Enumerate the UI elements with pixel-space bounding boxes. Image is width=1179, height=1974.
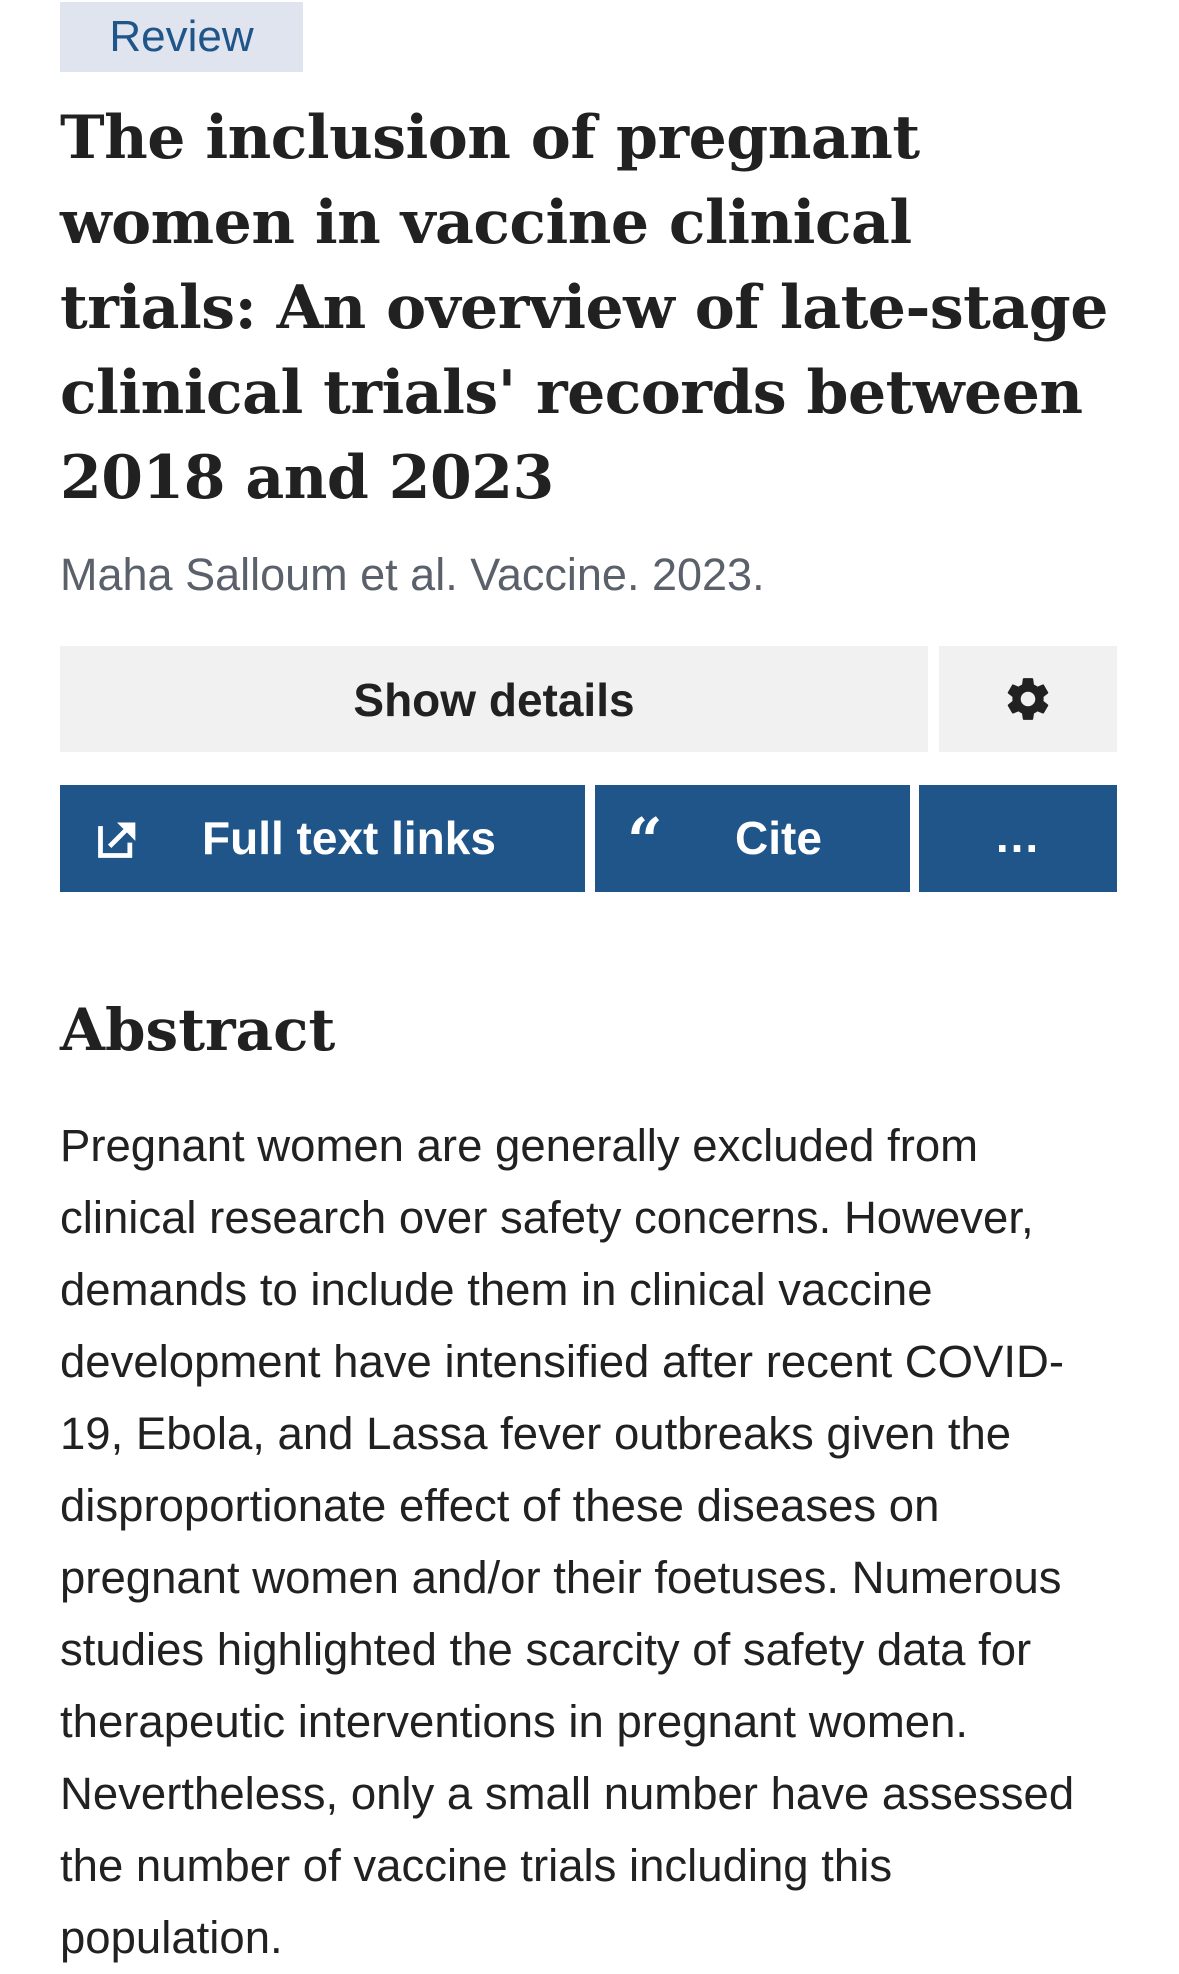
show-details-button[interactable]: Show details (60, 646, 928, 752)
cite-label: Cite (735, 812, 822, 864)
abstract-text: Pregnant women are generally excluded from clinical research over safety concerns. However, demands to include them in clinical vaccine development have intensified after recent COVID-19, Ebola, and Lassa fever outbreaks given the disproportionate effect of these diseases on pregnant women and/or their foetuses. Numerous studies highlighted the scarcity of safety data for therapeutic interventions in pregnant women. Nevertheless, only a small number have assessed the number of vaccine trials including this population. (60, 1120, 1075, 1963)
more-actions-button[interactable] (919, 785, 1117, 892)
full-text-links-button[interactable] (60, 785, 585, 892)
cite-button[interactable] (595, 785, 910, 892)
abstract-heading: Abstract (60, 996, 336, 1064)
article-type-badge: Review (60, 2, 303, 72)
display-options-button[interactable] (939, 646, 1117, 752)
more-actions-label: ... (995, 810, 1041, 862)
article-title: The inclusion of pregnant women in vaccine clinical trials: An overview of late-stage clinical trials' records between 2018 and 2023 (60, 103, 1108, 513)
external-link-icon (95, 817, 139, 872)
gear-icon (1003, 674, 1053, 724)
article-citation: Maha Salloum et al. Vaccine. 2023. (60, 549, 765, 600)
quote-icon: “ (627, 804, 663, 877)
full-text-links-label: Full text links (202, 812, 496, 864)
